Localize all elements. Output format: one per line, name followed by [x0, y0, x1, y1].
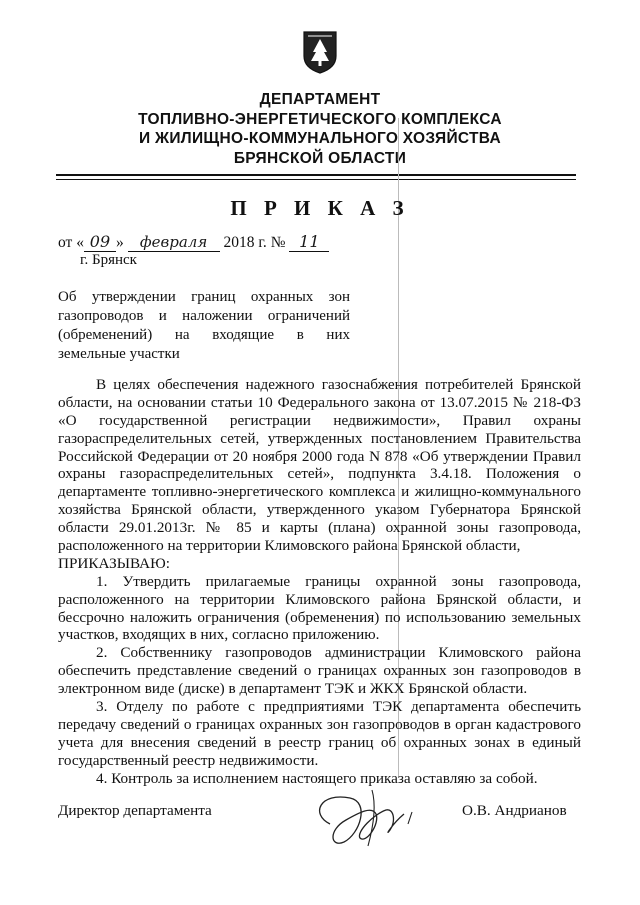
subject-line: газопроводов и наложении ограничений — [58, 308, 350, 324]
item-2-line: электронном виде (диске) в департамент ТЭК и ЖКХ Брянской области. — [58, 680, 528, 698]
preamble-line: хозяйства Брянской области, утвержденного указом Губернатора Брянской — [58, 501, 581, 519]
preamble-line: области 29.01.2013г. № 85 и карты (плана) охранной зоны газопровода, — [58, 519, 581, 537]
preamble-line: Российской Федерации от 20 ноября 2000 года N 878 «Об утверждении Правил — [58, 447, 581, 465]
preamble-line: В целях обеспечения надежного газоснабжения потребителей Брянской — [96, 376, 581, 393]
preamble-line: расположенного на территории Климовского района Брянской области, — [58, 537, 521, 555]
order-city: г. Брянск — [80, 252, 137, 268]
order-body — [58, 376, 581, 787]
department-title-line-1: ДЕПАРТАМЕНТ — [259, 91, 381, 108]
order-date-line — [58, 232, 329, 252]
order-subject — [58, 288, 350, 364]
item-1-line: участков, входящих в них, согласно приложению. — [58, 626, 380, 644]
order-number: 11 — [289, 232, 329, 252]
header-rule-thin — [56, 179, 576, 180]
item-4-line: 4. Контроль за исполнением настоящего приказа оставляю за собой. — [96, 769, 538, 787]
number-sign: № — [270, 234, 286, 251]
department-title-line-3: И ЖИЛИЩНО-КОММУНАЛЬНОГО ХОЗЯЙСТВА — [139, 130, 501, 147]
date-month: февраля — [128, 233, 220, 252]
subject-line: (обременений) на входящие в них — [58, 327, 350, 343]
handwritten-signature — [300, 784, 430, 854]
item-3-line: государственный реестр недвижимости. — [58, 751, 319, 769]
date-day: 09 — [84, 232, 116, 252]
item-3-line: 3. Отделу по работе с предприятиями ТЭК департамента обеспечить — [96, 698, 581, 716]
signatory-position: Директор департамента — [58, 802, 212, 819]
date-mid: » — [115, 234, 124, 251]
item-1-line: расположенного на территории Климовского района Брянской области, и — [58, 590, 581, 608]
item-3-line: передачу сведений о границах охранных зон газопроводов в орган кадастрового — [58, 715, 581, 733]
department-title-line-2: ТОПЛИВНО-ЭНЕРГЕТИЧЕСКОГО КОМПЛЕКСА — [138, 111, 502, 128]
order-title: П Р И К А З — [230, 196, 410, 220]
preamble-line: газораспределительных сетей, утвержденных постановлением Правительства — [58, 429, 581, 447]
preamble-line: охраны газораспределительных сетей», подпункта 3.4.18. Положения о — [58, 465, 581, 483]
order-word: ПРИКАЗЫВАЮ: — [58, 554, 170, 572]
bryansk-coat-of-arms-icon — [302, 30, 338, 74]
item-1-line: 1. Утвердить прилагаемые границы охранной зоны газопровода, — [96, 572, 581, 590]
date-prefix: от « — [58, 234, 84, 251]
item-1-line: бессрочно наложить ограничения (обременения) по использованию земельных — [58, 608, 581, 626]
date-year: 2018 г. — [223, 234, 267, 251]
preamble-line: «О государственной регистрации недвижимости», Правил охраны — [58, 411, 581, 429]
item-2-line: 2. Собственнику газопроводов администрации Климовского района — [96, 644, 581, 662]
item-3-line: учета для внесения сведений в реестр границ об охранных зонах в единый — [58, 733, 581, 751]
header-rule-thick — [56, 174, 576, 176]
preamble-line: департаменте топливно-энергетического комплекса и жилищно-коммунального — [58, 483, 581, 501]
subject-line: земельные участки — [58, 346, 180, 362]
department-title-line-4: БРЯНСКОЙ ОБЛАСТИ — [233, 150, 407, 167]
preamble-line: области, на основании статьи 10 Федерального закона от 13.07.2015 № 218-ФЗ — [58, 393, 581, 411]
subject-line: Об утверждении границ охранных зон — [58, 289, 350, 305]
signatory-name: О.В. Андрианов — [462, 802, 567, 819]
item-2-line: обеспечить представление сведений о границах охранных зон газопроводов в — [58, 662, 581, 680]
